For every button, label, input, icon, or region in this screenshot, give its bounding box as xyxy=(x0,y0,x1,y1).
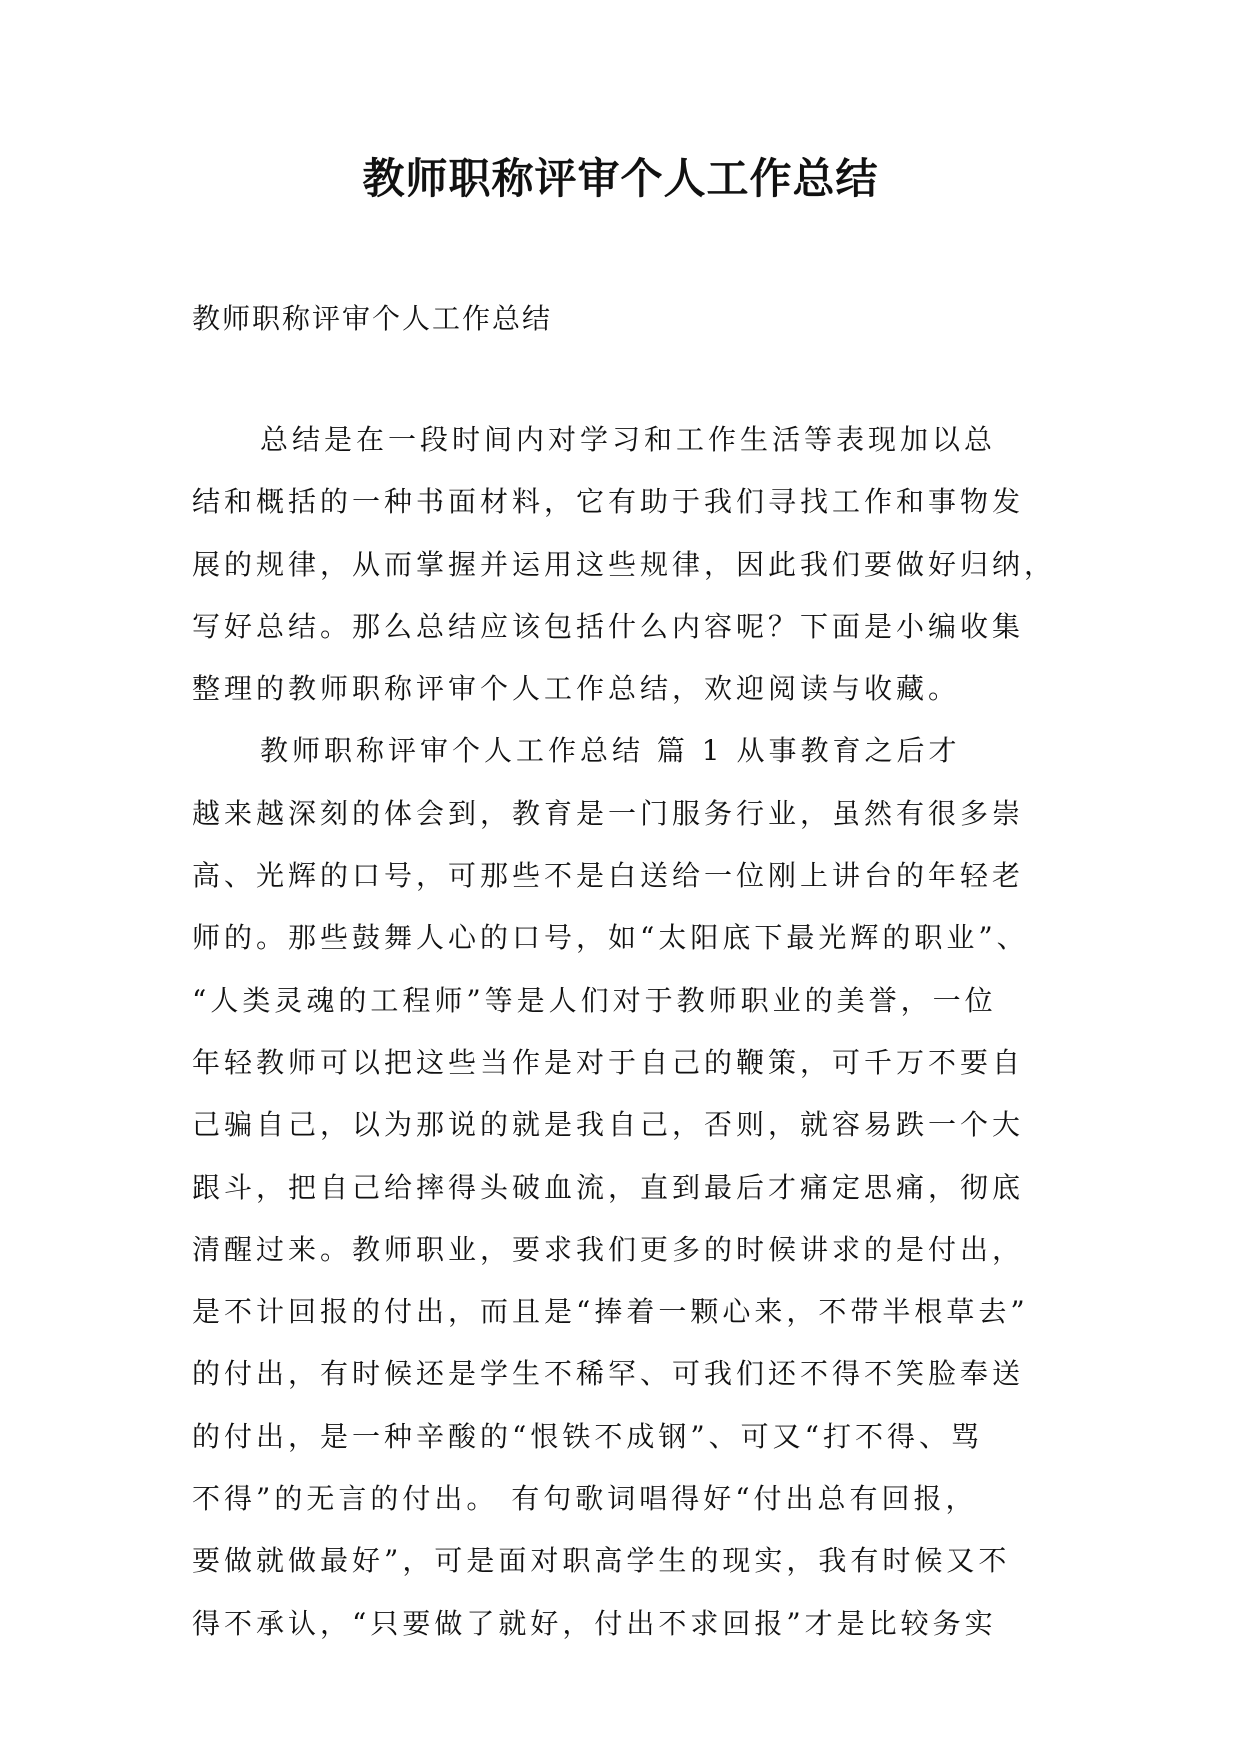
body-line: 跟斗，把自己给摔得头破血流，直到最后才痛定思痛，彻底 xyxy=(192,1170,1025,1204)
body-line: 是不计回报的付出，而且是“捧着一颗心来，不带半根草去” xyxy=(192,1295,1029,1329)
body-line: 的付出，有时候还是学生不稀罕、可我们还不得不笑脸奉送 xyxy=(192,1357,1025,1391)
body-line: 总结是在一段时间内对学习和工作生活等表现加以总 xyxy=(260,423,997,456)
body-line: 年轻教师可以把这些当作是对于自己的鞭策，可千万不要自 xyxy=(192,1045,1025,1079)
body-line: 高、光辉的口号，可那些不是白送给一位刚上讲台的年轻老 xyxy=(192,859,1025,893)
body-line: “人类灵魂的工程师”等是人们对于教师职业的美誉，一位 xyxy=(192,983,997,1017)
body-line: 整理的教师职称评审个人工作总结，欢迎阅读与收藏。 xyxy=(192,672,961,706)
body-line: 要做就做最好”，可是面对职高学生的现实，我有时候又不 xyxy=(192,1544,1011,1578)
body-line: 清醒过来。教师职业，要求我们更多的时候讲求的是付出， xyxy=(192,1232,1025,1266)
body-line: 师的。那些鼓舞人心的口号，如“太阳底下最光辉的职业”、 xyxy=(192,921,1029,955)
body-line: 写好总结。那么总结应该包括什么内容呢？下面是小编收集 xyxy=(192,609,1025,643)
document-title: 教师职称评审个人工作总结 xyxy=(362,154,879,203)
document-subtitle: 教师职称评审个人工作总结 xyxy=(192,302,553,335)
body-line: 不得”的无言的付出。 有句歌词唱得好“付出总有回报， xyxy=(192,1482,978,1516)
body-line: 的付出，是一种辛酸的“恨铁不成钢”、可又“打不得、骂 xyxy=(192,1419,983,1453)
body-line: 己骗自己，以为那说的就是我自己，否则，就容易跌一个大 xyxy=(192,1108,1025,1142)
body-line: 越来越深刻的体会到，教育是一门服务行业，虽然有很多崇 xyxy=(192,796,1025,830)
body-line: 展的规律，从而掌握并运用这些规律，因此我们要做好归纳， xyxy=(192,547,1057,581)
body-line: 结和概括的一种书面材料，它有助于我们寻找工作和事物发 xyxy=(192,485,1025,519)
document-body xyxy=(192,409,1092,1655)
body-line: 得不承认，“只要做了就好，付出不求回报”才是比较务实 xyxy=(192,1606,997,1640)
body-line: 教师职称评审个人工作总结 篇 1 从事教育之后才 xyxy=(260,734,961,768)
